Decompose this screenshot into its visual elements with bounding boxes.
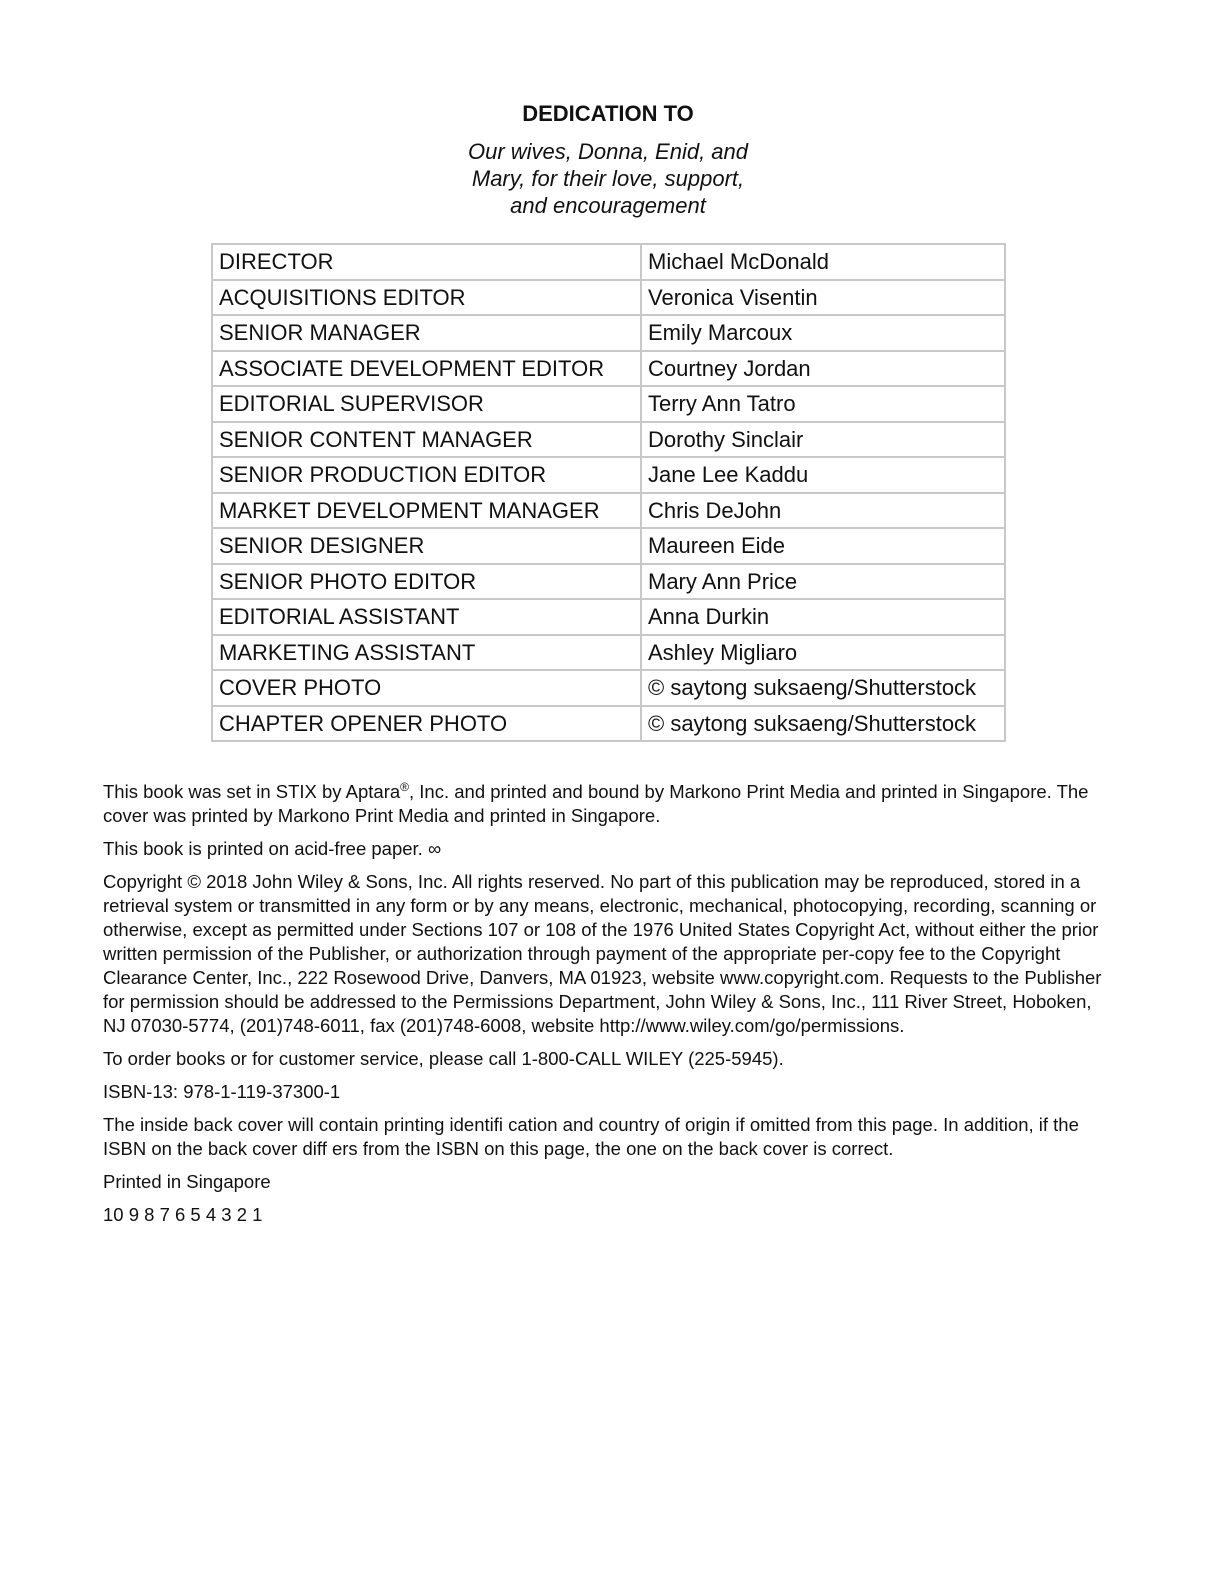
- credit-name: Chris DeJohn: [641, 493, 1005, 529]
- credit-name: Ashley Migliaro: [641, 635, 1005, 671]
- credit-role: EDITORIAL SUPERVISOR: [212, 386, 641, 422]
- order-info: To order books or for customer service, please call 1-800-CALL WILEY (225-5945).: [103, 1048, 784, 1069]
- credit-name: Emily Marcoux: [641, 315, 1005, 351]
- credits-row: [212, 457, 1005, 493]
- credits-row: [212, 244, 1005, 280]
- credits-row: [212, 351, 1005, 387]
- credit-name: Courtney Jordan: [641, 351, 1005, 387]
- credit-role: SENIOR MANAGER: [212, 315, 641, 351]
- credit-name: © saytong suksaeng/Shutterstock: [641, 670, 1005, 706]
- credits-row: [212, 528, 1005, 564]
- credits-table: [211, 243, 1006, 742]
- credit-name: © saytong suksaeng/Shutterstock: [641, 706, 1005, 742]
- credits-row: [212, 422, 1005, 458]
- back-cover-notice: The inside back cover will contain printing identifi cation and country of origin if omitted from this page. In addition, if the ISBN on the back cover diff ers from the ISBN on this page, the one on the back cover is correct.: [103, 1114, 1079, 1159]
- copyright-notice: Copyright © 2018 John Wiley & Sons, Inc. All rights reserved. No part of this publication may be reproduced, stored in a retrieval system or transmitted in any form or by any means, electronic, mechanical, photocopying, recording, scanning or otherwise, except as permitted under Sections 107 or 108 of the 1976 United States Copyright Act, without either the prior written permission of the Publisher, or authorization through payment of the appropriate per-copy fee to the Copyright Clearance Center, Inc., 222 Rosewood Drive, Danvers, MA 01923, website www.copyright.com. Requests to the Publisher for permission should be addressed to the Permissions Department, John Wiley & Sons, Inc., 111 River Street, Hoboken, NJ 07030-5774, (201)748-6011, fax (201)748-6008, website http://www.wiley.com/go/permissions.: [103, 871, 1102, 1036]
- credit-role: COVER PHOTO: [212, 670, 641, 706]
- typesetting-text-cont: , Inc. and printed and bound by Markono Print Media and printed in Singapore. The cover was printed by Markono Print Media and printed in Singapore.: [103, 781, 1089, 826]
- credits-row: [212, 386, 1005, 422]
- credit-role: EDITORIAL ASSISTANT: [212, 599, 641, 635]
- credit-role: MARKETING ASSISTANT: [212, 635, 641, 671]
- credits-row: [212, 280, 1005, 316]
- credits-row: [212, 635, 1005, 671]
- credit-name: Dorothy Sinclair: [641, 422, 1005, 458]
- credits-row: [212, 564, 1005, 600]
- dedication-line: Mary, for their love, support,: [471, 166, 745, 191]
- credit-name: Terry Ann Tatro: [641, 386, 1005, 422]
- credit-name: Anna Durkin: [641, 599, 1005, 635]
- typesetting-text: This book was set in STIX by Aptara: [103, 781, 401, 802]
- printed-in: Printed in Singapore: [103, 1171, 271, 1192]
- credit-role: SENIOR DESIGNER: [212, 528, 641, 564]
- credit-role: SENIOR CONTENT MANAGER: [212, 422, 641, 458]
- dedication-title: DEDICATION TO: [522, 101, 694, 126]
- credit-name: Maureen Eide: [641, 528, 1005, 564]
- credits-row: [212, 599, 1005, 635]
- credits-row: [212, 670, 1005, 706]
- credit-role: ACQUISITIONS EDITOR: [212, 280, 641, 316]
- credit-role: CHAPTER OPENER PHOTO: [212, 706, 641, 742]
- credits-row: [212, 706, 1005, 742]
- credit-name: Michael McDonald: [641, 244, 1005, 280]
- imprint-section: [103, 780, 1113, 1236]
- credits-row: [212, 493, 1005, 529]
- dedication-text: [0, 138, 1216, 219]
- credits-row: [212, 315, 1005, 351]
- print-line: 10 9 8 7 6 5 4 3 2 1: [103, 1204, 263, 1225]
- typesetting-paragraph: [103, 780, 1113, 828]
- credit-name: Veronica Visentin: [641, 280, 1005, 316]
- dedication-line: Our wives, Donna, Enid, and: [467, 139, 749, 164]
- isbn: ISBN-13: 978-1-119-37300-1: [103, 1081, 341, 1102]
- credit-role: SENIOR PRODUCTION EDITOR: [212, 457, 641, 493]
- credit-name: Jane Lee Kaddu: [641, 457, 1005, 493]
- dedication-section: [0, 100, 1216, 219]
- credit-role: ASSOCIATE DEVELOPMENT EDITOR: [212, 351, 641, 387]
- credit-role: DIRECTOR: [212, 244, 641, 280]
- credit-role: MARKET DEVELOPMENT MANAGER: [212, 493, 641, 529]
- dedication-line: and encouragement: [510, 193, 706, 218]
- registered-mark: ®: [400, 779, 410, 794]
- credit-name: Mary Ann Price: [641, 564, 1005, 600]
- credit-role: SENIOR PHOTO EDITOR: [212, 564, 641, 600]
- paper-notice: This book is printed on acid-free paper. ∞: [103, 838, 442, 859]
